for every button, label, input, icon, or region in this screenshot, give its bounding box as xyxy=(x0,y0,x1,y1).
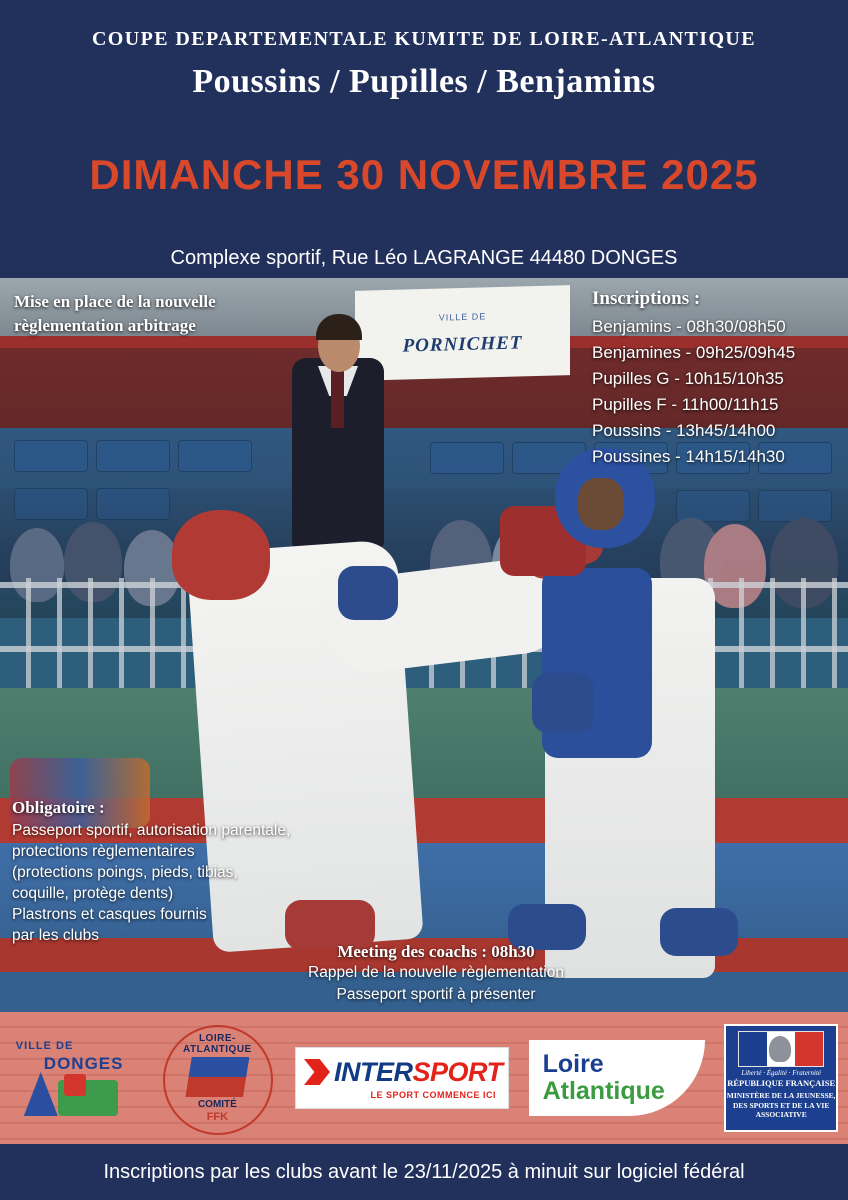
logo-intersport xyxy=(295,1047,509,1109)
event-date: DIMANCHE 30 NOVEMBRE 2025 xyxy=(89,151,759,198)
registration-row: Benjamins - 08h30/08h50 xyxy=(592,317,786,336)
ffk-bottom-label-1: COMITÉ xyxy=(197,1099,237,1110)
coaches-meeting-row: Rappel de la nouvelle règlementation xyxy=(308,964,564,981)
mandatory-row: Passeport sportif, autorisation parentale, xyxy=(12,822,291,839)
pornichet-banner xyxy=(355,285,570,381)
intersport-tagline: LE SPORT COMMENCE ICI xyxy=(370,1089,496,1100)
athlete-blue-glove xyxy=(532,673,594,733)
loire-line2: Atlantique xyxy=(542,1077,665,1105)
ministere-devise: Liberté · Égalité · Fraternité xyxy=(741,1069,822,1077)
mandatory-row: coquille, protège dents) xyxy=(12,885,174,902)
registration-row: Poussins - 13h45/14h00 xyxy=(592,421,776,440)
logo-ville-de-donges xyxy=(10,1030,140,1126)
banner-title: PORNICHET xyxy=(402,332,523,357)
registration-row: Benjamines - 09h25/09h45 xyxy=(592,343,796,362)
loire-line1: Loire xyxy=(542,1050,604,1078)
mandatory-row: (protections poings, pieds, tibias, xyxy=(12,864,238,881)
mandatory-row: par les clubs xyxy=(12,927,100,944)
ffk-emblem-icon xyxy=(185,1057,249,1097)
mandatory-row: Plastrons et casques fournis xyxy=(12,906,207,923)
arbitration-note: Mise en place de la nouvelle règlementation arbitrage xyxy=(14,292,216,335)
event-venue: Complexe sportif, Rue Léo LAGRANGE 44480 DONGES xyxy=(170,247,678,269)
athlete-red-helmet xyxy=(172,510,270,600)
seat xyxy=(178,440,252,472)
athlete-blue-face xyxy=(578,478,624,530)
intersport-word-2: SPORT xyxy=(412,1056,503,1087)
registration-row: Poussines - 14h15/14h30 xyxy=(592,447,785,466)
poster-footer xyxy=(0,1144,848,1200)
ministere-name: MINISTÈRE DE LA JEUNESSE, DES SPORTS ET DE LA VIE ASSOCIATIVE xyxy=(726,1091,836,1119)
mandatory-title: Obligatoire : xyxy=(12,798,105,817)
donges-line2: DONGES xyxy=(43,1054,124,1073)
seat xyxy=(14,440,88,472)
registration-row: Pupilles F - 11h00/11h15 xyxy=(592,395,779,414)
logo-ministere-jeunesse-sports xyxy=(724,1024,838,1132)
banner-subtitle: VILLE DE xyxy=(438,311,487,323)
intersport-chevron-icon xyxy=(304,1059,330,1085)
donges-line1: VILLE DE xyxy=(15,1040,74,1052)
mandatory-row: protections règlementaires xyxy=(12,843,195,860)
registration-title: Inscriptions : xyxy=(592,288,701,309)
ffk-top-label: LOIRE-ATLANTIQUE xyxy=(183,1033,252,1055)
coaches-meeting-row: Passeport sportif à présenter xyxy=(336,986,536,1003)
registration-schedule xyxy=(592,288,842,470)
event-photo xyxy=(0,278,848,1012)
intersport-wordmark xyxy=(296,1057,508,1088)
registration-deadline: Inscriptions par les clubs avant le 23/11/2025 à minuit sur logiciel fédéral xyxy=(103,1160,745,1183)
marianne-icon xyxy=(769,1036,791,1062)
french-flag-icon xyxy=(738,1031,824,1067)
ffk-bottom-label-2: FFK xyxy=(206,1111,229,1123)
logo-loire-atlantique xyxy=(529,1040,705,1116)
seat xyxy=(430,442,504,474)
athlete-red-glove xyxy=(338,566,398,620)
competition-title: COUPE DEPARTEMENTALE KUMITE DE LOIRE-ATLANTIQUE xyxy=(91,28,757,50)
referee-tie xyxy=(331,370,344,428)
donges-sail-icon xyxy=(24,1072,58,1116)
sponsor-strip xyxy=(0,1012,848,1144)
donges-roof-icon xyxy=(64,1074,86,1096)
categories-title: Poussins / Pupilles / Benjamins xyxy=(192,63,656,100)
coaches-meeting xyxy=(236,942,636,1006)
intersport-word-1: INTER xyxy=(333,1056,413,1087)
ministere-republique: RÉPUBLIQUE FRANÇAISE xyxy=(727,1078,836,1088)
mandatory-equipment xyxy=(12,798,342,946)
seat xyxy=(96,440,170,472)
logo-comite-ffk xyxy=(159,1023,275,1133)
coaches-meeting-title: Meeting des coachs : 08h30 xyxy=(337,942,535,961)
registration-row: Pupilles G - 10h15/10h35 xyxy=(592,369,784,388)
poster-header xyxy=(0,0,848,278)
athlete-blue-foot-right xyxy=(660,908,738,956)
